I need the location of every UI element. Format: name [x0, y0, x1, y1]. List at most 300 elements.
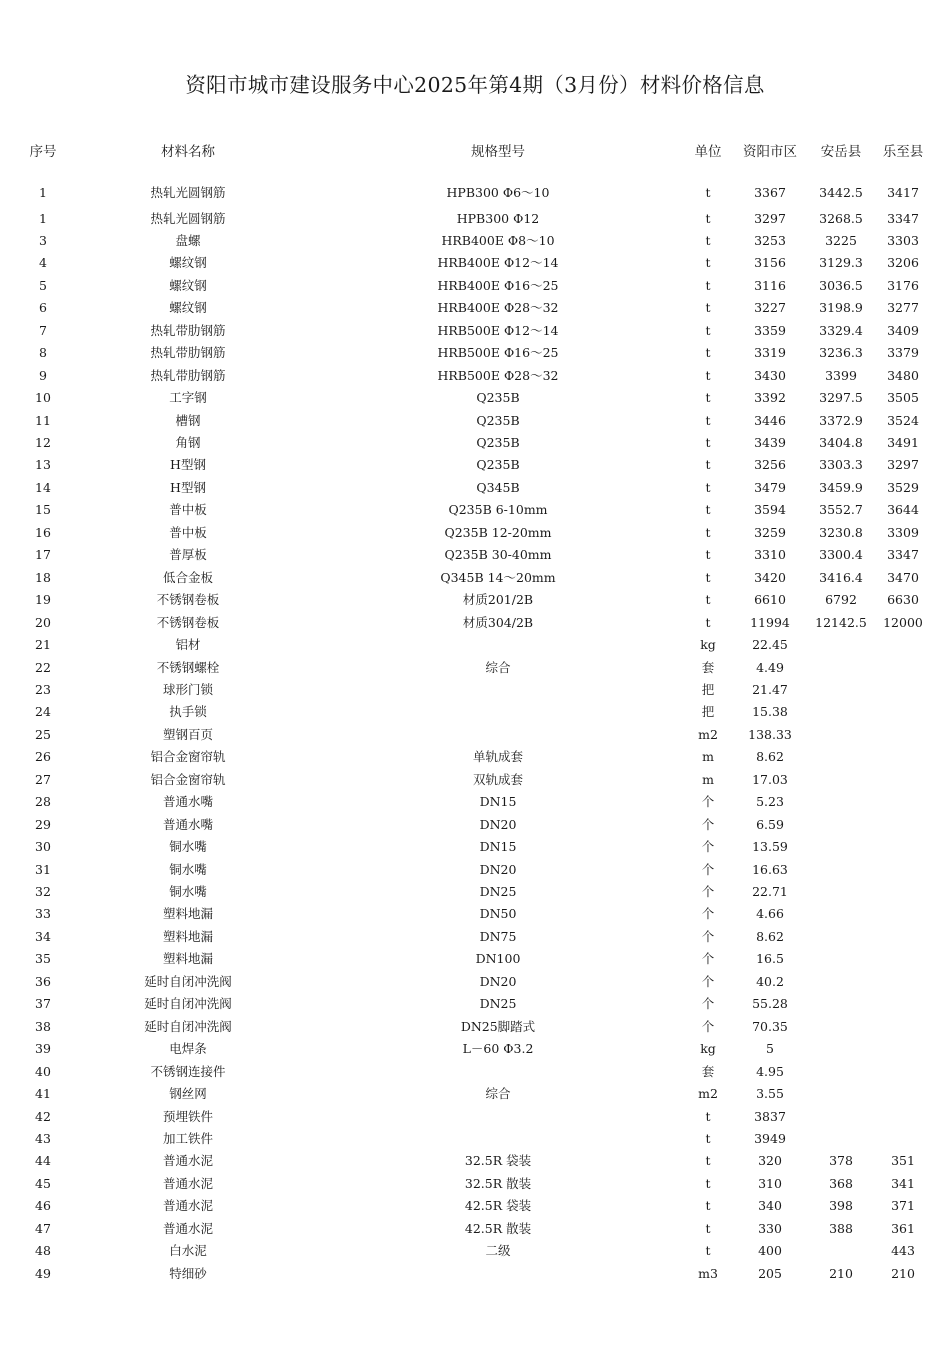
page-title: 资阳市城市建设服务中心2025年第4期（3月份）材料价格信息 [185, 73, 765, 97]
cell-lezhi-price: 3206 [887, 255, 919, 271]
cell-name: 热轧光圆钢筋 [150, 185, 226, 200]
cell-no: 31 [35, 861, 51, 877]
table-row [0, 255, 950, 271]
cell-spec: HRB400E Φ12～14 [437, 255, 559, 271]
cell-anyue-price: 3372.9 [819, 412, 863, 428]
cell-no: 37 [35, 996, 51, 1012]
cell-spec: HRB500E Φ12～14 [437, 322, 559, 338]
cell-spec: DN20 [479, 861, 517, 877]
cell-ziyang-price: 21.47 [752, 681, 788, 697]
cell-ziyang-price: 3594 [754, 502, 786, 518]
table-row [0, 884, 950, 900]
cell-anyue-price: 210 [829, 1265, 853, 1281]
cell-unit: t [705, 232, 711, 248]
cell-name: 不锈钢卷板 [156, 614, 220, 630]
cell-name: H型钢 [170, 457, 206, 473]
cell-unit: t [705, 502, 711, 518]
table-row [0, 772, 950, 788]
cell-ziyang-price: 320 [758, 1153, 782, 1169]
table-row [0, 862, 950, 878]
cell-spec: Q235B [476, 390, 520, 406]
cell-ziyang-price: 3949 [754, 1130, 786, 1146]
cell-ziyang-price: 70.35 [752, 1018, 788, 1034]
cell-spec: Q235B 30-40mm [444, 547, 552, 563]
cell-lezhi-price: 3309 [887, 524, 919, 540]
cell-name: 热轧光圆钢筋 [150, 210, 226, 226]
cell-spec: Q345B [476, 479, 520, 495]
cell-name: 铜水嘴 [169, 884, 207, 899]
cell-unit: kg [700, 637, 716, 653]
cell-no: 12 [35, 435, 51, 450]
cell-unit: m [702, 771, 714, 787]
cell-name: 热轧带肋钢筋 [150, 367, 226, 383]
cell-name: 钢丝网 [169, 1086, 207, 1102]
cell-ziyang-price: 3116 [754, 277, 786, 293]
cell-anyue-price: 3442.5 [819, 185, 863, 200]
cell-ziyang-price: 3256 [754, 457, 786, 473]
cell-name: 工字钢 [169, 390, 207, 406]
cell-unit: t [705, 592, 711, 608]
cell-no: 15 [35, 502, 51, 518]
table-row [0, 185, 950, 201]
cell-name: 铝合金窗帘轨 [150, 749, 226, 765]
table-row [0, 570, 950, 586]
table-row [0, 1064, 950, 1080]
cell-lezhi-price: 3297 [887, 457, 919, 473]
cell-unit: t [705, 390, 711, 406]
table-row [0, 1086, 950, 1102]
cell-anyue-price: 398 [829, 1198, 853, 1214]
cell-lezhi-price: 3529 [887, 479, 919, 495]
cell-name: 不锈钢卷板 [156, 592, 220, 608]
cell-no: 49 [35, 1265, 51, 1281]
cell-ziyang-price: 3227 [754, 300, 786, 316]
cell-ziyang-price: 11994 [750, 614, 790, 630]
cell-no: 47 [35, 1220, 51, 1236]
cell-name: 槽钢 [175, 412, 201, 428]
cell-unit: 个 [701, 1018, 715, 1034]
cell-anyue-price: 368 [829, 1175, 853, 1191]
cell-ziyang-price: 330 [758, 1220, 782, 1236]
cell-lezhi-price: 3491 [887, 435, 919, 450]
table-row [0, 1131, 950, 1147]
cell-spec: Q235B 6-10mm [448, 502, 548, 518]
cell-no: 19 [35, 592, 51, 608]
cell-ziyang-price: 400 [758, 1243, 782, 1259]
cell-lezhi-price: 3480 [887, 367, 919, 383]
cell-lezhi-price: 3277 [887, 300, 919, 316]
cell-name: H型钢 [170, 479, 206, 495]
table-row [0, 211, 950, 227]
cell-unit: t [705, 614, 711, 630]
cell-anyue-price: 3404.8 [819, 435, 863, 450]
table-row [0, 682, 950, 698]
cell-anyue-price: 3268.5 [819, 210, 863, 226]
cell-no: 24 [35, 704, 51, 720]
cell-ziyang-price: 17.03 [752, 771, 788, 787]
cell-spec: HRB500E Φ28～32 [437, 367, 559, 383]
cell-spec: DN25 [479, 884, 517, 899]
cell-no: 1 [39, 185, 47, 200]
table-row [0, 1221, 950, 1237]
cell-unit: t [705, 1130, 711, 1146]
cell-name: 普厚板 [169, 547, 207, 563]
cell-unit: t [705, 210, 711, 226]
cell-ziyang-price: 3430 [754, 367, 786, 383]
cell-unit: t [705, 1243, 711, 1259]
cell-no: 26 [35, 749, 51, 765]
cell-ziyang-price: 3359 [754, 322, 786, 338]
cell-unit: t [705, 1108, 711, 1124]
cell-unit: 个 [701, 928, 715, 944]
cell-unit: 个 [701, 839, 715, 855]
table-row [0, 974, 950, 990]
cell-anyue-price: 3129.3 [819, 255, 863, 271]
cell-unit: 个 [701, 884, 715, 899]
cell-anyue-price: 3303.3 [819, 457, 863, 473]
cell-spec: Q235B [476, 457, 520, 473]
cell-spec: DN50 [479, 906, 517, 922]
cell-lezhi-price: 6630 [887, 592, 919, 608]
cell-ziyang-price: 3392 [754, 390, 786, 406]
cell-anyue-price: 3036.5 [819, 277, 863, 293]
cell-lezhi-price: 371 [891, 1198, 915, 1214]
cell-unit: 个 [701, 861, 715, 877]
cell-lezhi-price: 351 [891, 1153, 915, 1169]
cell-ziyang-price: 6610 [754, 592, 786, 608]
cell-no: 23 [35, 681, 51, 697]
cell-no: 44 [35, 1153, 51, 1169]
cell-spec: DN20 [479, 816, 517, 832]
cell-name: 普通水嘴 [162, 816, 213, 832]
cell-no: 40 [35, 1063, 51, 1079]
cell-lezhi-price: 12000 [883, 614, 923, 630]
cell-no: 1 [39, 210, 47, 226]
cell-ziyang-price: 6.59 [756, 816, 784, 832]
table-row [0, 929, 950, 945]
cell-anyue-price: 3399 [825, 367, 857, 383]
cell-ziyang-price: 5 [766, 1041, 774, 1057]
table-row [0, 457, 950, 473]
cell-unit: 套 [701, 659, 715, 675]
cell-name: 普中板 [169, 502, 207, 518]
cell-ziyang-price: 205 [758, 1265, 782, 1281]
cell-spec: HRB500E Φ16～25 [437, 345, 559, 361]
cell-name: 螺纹钢 [169, 277, 207, 293]
cell-name: 塑料地漏 [162, 951, 213, 967]
table-row [0, 1109, 950, 1125]
cell-no: 41 [35, 1086, 51, 1102]
table-row [0, 233, 950, 249]
cell-no: 27 [35, 771, 51, 787]
cell-unit: t [705, 412, 711, 428]
cell-spec: Q235B [476, 435, 520, 450]
cell-ziyang-price: 4.66 [756, 906, 784, 922]
header-ziyang: 资阳市区 [743, 144, 797, 160]
cell-spec: 单轨成套 [472, 749, 523, 765]
cell-ziyang-price: 3837 [754, 1108, 786, 1124]
cell-no: 8 [39, 345, 47, 361]
cell-spec: DN100 [475, 951, 521, 967]
table-row [0, 390, 950, 406]
cell-spec: 材质304/2B [462, 614, 534, 630]
cell-unit: t [705, 255, 711, 271]
cell-name: 普通水泥 [162, 1175, 213, 1191]
cell-no: 32 [35, 884, 51, 899]
cell-unit: 个 [701, 951, 715, 967]
cell-name: 塑钢百页 [162, 726, 213, 742]
cell-ziyang-price: 8.62 [756, 928, 784, 944]
cell-name: 螺纹钢 [169, 255, 207, 271]
table-row [0, 547, 950, 563]
cell-no: 29 [35, 816, 51, 832]
header-name: 材料名称 [161, 144, 215, 160]
cell-spec: HRB400E Φ8～10 [441, 232, 555, 248]
cell-spec: HPB300 Φ6～10 [446, 185, 550, 200]
table-row [0, 1176, 950, 1192]
cell-no: 35 [35, 951, 51, 967]
table-row [0, 1198, 950, 1214]
table-row [0, 704, 950, 720]
cell-spec: Q235B [476, 412, 520, 428]
cell-unit: t [705, 300, 711, 316]
cell-unit: t [705, 277, 711, 293]
cell-name: 塑料地漏 [162, 928, 213, 944]
cell-no: 18 [35, 569, 51, 585]
cell-anyue-price: 3552.7 [819, 502, 863, 518]
cell-spec: DN75 [479, 928, 517, 944]
table-row [0, 278, 950, 294]
cell-name: 球形门锁 [162, 681, 213, 697]
table-row [0, 1041, 950, 1057]
table-row [0, 660, 950, 676]
cell-lezhi-price: 3303 [887, 232, 919, 248]
cell-unit: t [705, 569, 711, 585]
cell-anyue-price: 12142.5 [815, 614, 867, 630]
cell-name: 普中板 [169, 524, 207, 540]
cell-anyue-price: 3459.9 [819, 479, 863, 495]
cell-ziyang-price: 40.2 [756, 973, 784, 989]
cell-no: 14 [35, 479, 51, 495]
cell-name: 铜水嘴 [169, 861, 207, 877]
table-row [0, 637, 950, 653]
table-row [0, 592, 950, 608]
cell-name: 白水泥 [169, 1243, 207, 1259]
cell-ziyang-price: 8.62 [756, 749, 784, 765]
table-row [0, 300, 950, 316]
cell-no: 5 [39, 277, 47, 293]
cell-spec: DN15 [479, 839, 517, 855]
table-row [0, 1243, 950, 1259]
cell-unit: t [705, 547, 711, 563]
cell-ziyang-price: 310 [758, 1175, 782, 1191]
cell-no: 39 [35, 1041, 51, 1057]
cell-spec: DN25 [479, 996, 517, 1012]
cell-unit: 套 [701, 1063, 715, 1079]
cell-lezhi-price: 3470 [887, 569, 919, 585]
cell-lezhi-price: 3409 [887, 322, 919, 338]
cell-unit: t [705, 322, 711, 338]
cell-ziyang-price: 55.28 [752, 996, 788, 1012]
cell-no: 36 [35, 973, 51, 989]
cell-name: 电焊条 [169, 1041, 207, 1057]
cell-ziyang-price: 3479 [754, 479, 786, 495]
cell-lezhi-price: 3417 [887, 185, 919, 200]
cell-unit: t [705, 479, 711, 495]
cell-anyue-price: 6792 [825, 592, 857, 608]
cell-spec: 材质201/2B [462, 592, 534, 608]
table-row [0, 525, 950, 541]
cell-anyue-price: 3329.4 [819, 322, 863, 338]
table-row [0, 345, 950, 361]
cell-name: 铜水嘴 [169, 839, 207, 855]
cell-name: 预埋铁件 [162, 1108, 213, 1124]
header-lezhi: 乐至县 [882, 144, 924, 160]
cell-unit: t [705, 345, 711, 361]
table-row [0, 951, 950, 967]
table-row [0, 794, 950, 810]
cell-name: 螺纹钢 [169, 300, 207, 316]
cell-lezhi-price: 3347 [887, 210, 919, 226]
cell-spec: HPB300 Φ12 [456, 210, 540, 226]
cell-anyue-price: 3300.4 [819, 547, 863, 563]
table-row [0, 1019, 950, 1035]
cell-unit: m [702, 749, 714, 765]
cell-no: 20 [35, 614, 51, 630]
cell-name: 铝合金窗帘轨 [150, 771, 226, 787]
cell-spec: DN25脚踏式 [460, 1018, 536, 1034]
cell-unit: 把 [701, 704, 715, 720]
cell-spec: 综合 [485, 659, 511, 675]
cell-anyue-price: 3198.9 [819, 300, 863, 316]
cell-anyue-price: 3225 [825, 232, 857, 248]
cell-ziyang-price: 3420 [754, 569, 786, 585]
cell-spec: HRB400E Φ28～32 [437, 300, 559, 316]
cell-unit: t [705, 1198, 711, 1214]
cell-ziyang-price: 4.95 [756, 1063, 784, 1079]
cell-spec: Q235B 12-20mm [444, 524, 552, 540]
table-row [0, 906, 950, 922]
header-anyue: 安岳县 [820, 144, 862, 160]
cell-unit: 把 [701, 681, 715, 697]
cell-ziyang-price: 22.45 [752, 637, 788, 653]
cell-no: 6 [39, 300, 47, 316]
cell-no: 22 [35, 659, 51, 675]
cell-anyue-price: 3416.4 [819, 569, 863, 585]
table-row [0, 480, 950, 496]
cell-ziyang-price: 3253 [754, 232, 786, 248]
cell-lezhi-price: 3524 [887, 412, 919, 428]
cell-anyue-price: 3236.3 [819, 345, 863, 361]
cell-lezhi-price: 443 [891, 1243, 915, 1259]
table-row [0, 615, 950, 631]
cell-lezhi-price: 210 [891, 1265, 915, 1281]
table-row [0, 1266, 950, 1282]
cell-ziyang-price: 3.55 [756, 1086, 784, 1102]
cell-anyue-price: 378 [829, 1153, 853, 1169]
cell-name: 热轧带肋钢筋 [150, 345, 226, 361]
cell-lezhi-price: 361 [891, 1220, 915, 1236]
cell-no: 11 [35, 412, 51, 428]
cell-ziyang-price: 3259 [754, 524, 786, 540]
cell-spec: DN15 [479, 794, 517, 810]
table-row [0, 727, 950, 743]
cell-name: 执手锁 [169, 704, 207, 720]
cell-anyue-price: 3297.5 [819, 390, 863, 406]
cell-no: 13 [35, 457, 51, 473]
cell-lezhi-price: 3379 [887, 345, 919, 361]
cell-name: 普通水泥 [162, 1153, 213, 1169]
cell-spec: Q345B 14～20mm [440, 569, 556, 585]
cell-ziyang-price: 5.23 [756, 794, 784, 810]
cell-unit: t [705, 457, 711, 473]
cell-name: 加工铁件 [162, 1130, 213, 1146]
cell-no: 3 [39, 232, 47, 248]
cell-unit: 个 [701, 906, 715, 922]
cell-name: 不锈钢连接件 [150, 1063, 226, 1079]
cell-name: 普通水泥 [162, 1198, 213, 1214]
cell-name: 角钢 [175, 435, 201, 450]
cell-ziyang-price: 3446 [754, 412, 786, 428]
cell-spec: 32.5R 散装 [464, 1175, 532, 1191]
cell-ziyang-price: 3297 [754, 210, 786, 226]
cell-name: 不锈钢螺栓 [156, 659, 220, 675]
cell-lezhi-price: 3505 [887, 390, 919, 406]
cell-name: 延时自闭冲洗阀 [144, 996, 232, 1012]
cell-unit: t [705, 435, 711, 450]
table-row [0, 368, 950, 384]
cell-no: 17 [35, 547, 51, 563]
cell-no: 43 [35, 1130, 51, 1146]
header-unit: 单位 [694, 144, 722, 160]
table-row [0, 817, 950, 833]
cell-name: 塑料地漏 [162, 906, 213, 922]
cell-name: 特细砂 [169, 1265, 207, 1281]
cell-spec: 42.5R 散装 [464, 1220, 532, 1236]
cell-ziyang-price: 22.71 [752, 884, 788, 899]
cell-anyue-price: 3230.8 [819, 524, 863, 540]
cell-unit: t [705, 1153, 711, 1169]
cell-name: 铝材 [175, 637, 201, 653]
cell-unit: t [705, 1175, 711, 1191]
cell-spec: L－60 Φ3.2 [462, 1041, 534, 1057]
cell-spec: 二级 [485, 1243, 511, 1259]
cell-spec: HRB400E Φ16～25 [437, 277, 559, 293]
cell-no: 21 [35, 637, 51, 653]
cell-unit: kg [700, 1041, 716, 1057]
cell-unit: t [705, 524, 711, 540]
cell-no: 48 [35, 1243, 51, 1259]
cell-no: 33 [35, 906, 51, 922]
cell-name: 延时自闭冲洗阀 [144, 973, 232, 989]
cell-lezhi-price: 3644 [887, 502, 919, 518]
cell-no: 10 [35, 390, 51, 406]
cell-ziyang-price: 15.38 [752, 704, 788, 720]
cell-no: 38 [35, 1018, 51, 1034]
cell-no: 46 [35, 1198, 51, 1214]
table-row [0, 1153, 950, 1169]
cell-spec: 32.5R 袋装 [464, 1153, 532, 1169]
cell-name: 低合金板 [162, 569, 213, 585]
table-row [0, 502, 950, 518]
cell-lezhi-price: 3347 [887, 547, 919, 563]
cell-unit: m2 [698, 1086, 718, 1102]
cell-ziyang-price: 3439 [754, 435, 786, 450]
cell-name: 延时自闭冲洗阀 [144, 1018, 232, 1034]
cell-no: 45 [35, 1175, 51, 1191]
cell-ziyang-price: 3156 [754, 255, 786, 271]
header-spec: 规格型号 [471, 144, 525, 160]
